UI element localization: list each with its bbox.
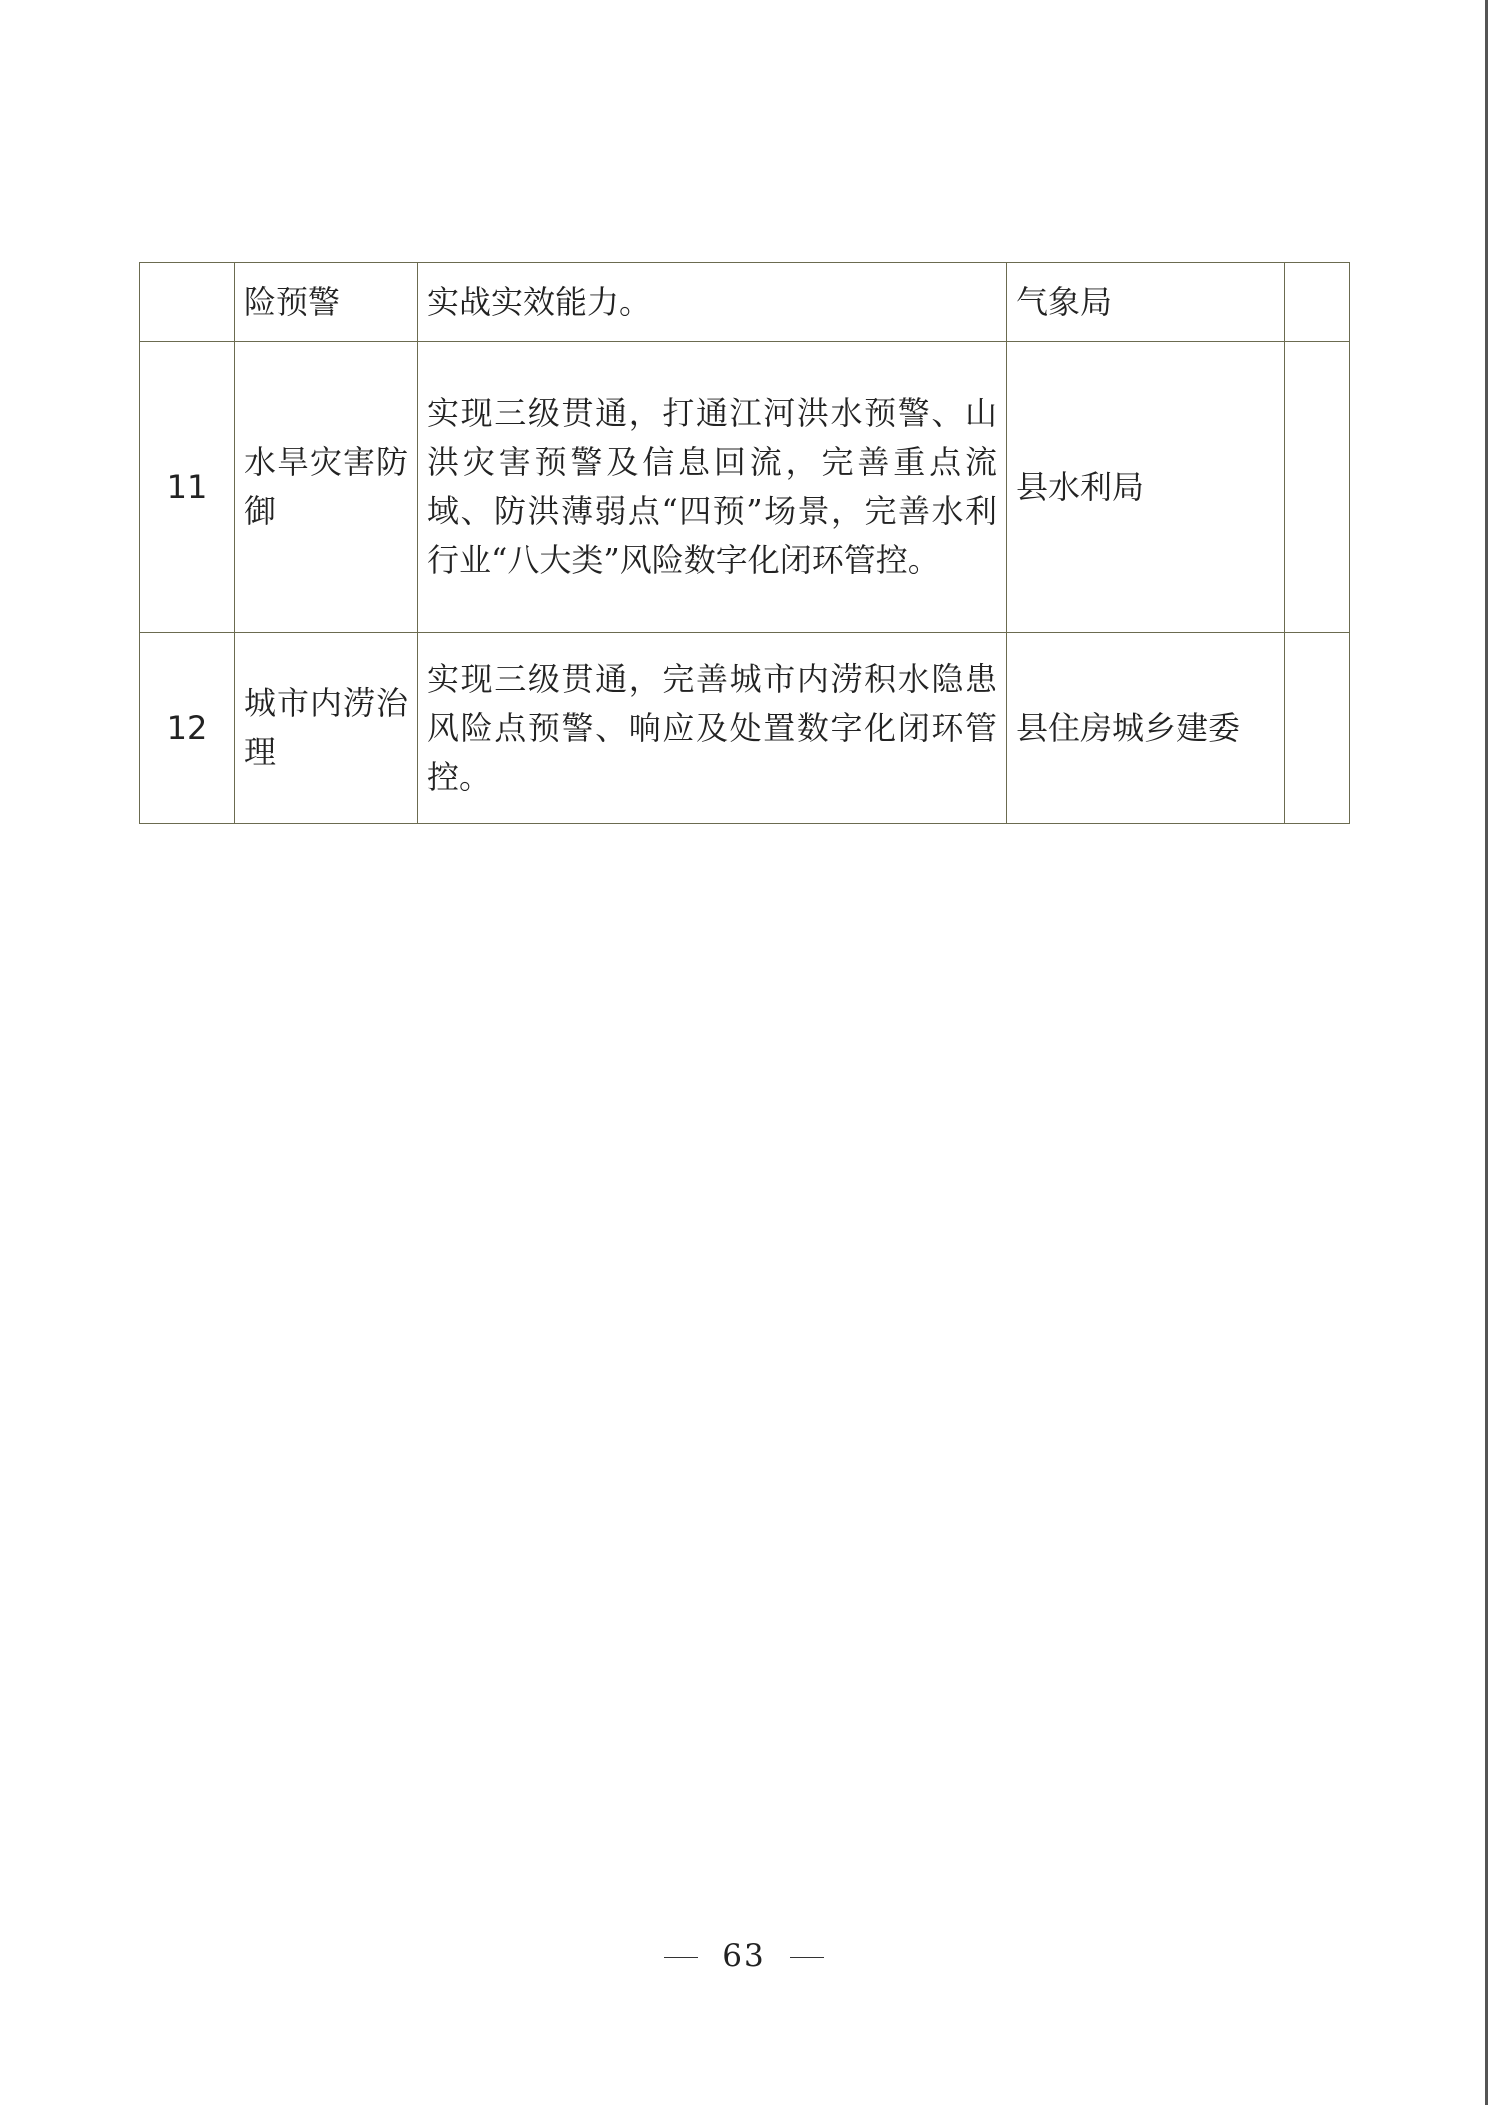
content-cell: 实现三级贯通，打通江河洪水预警、山洪灾害预警及信息回流，完善重点流域、防洪薄弱点“四预”场景，完善水利行业“八大类”风险数字化闭环管控。	[418, 342, 1007, 633]
table-row	[140, 263, 1350, 342]
department-cell: 县水利局	[1007, 342, 1285, 633]
row-number-cell	[140, 263, 235, 342]
row-number-cell: 11	[140, 342, 235, 633]
content-cell: 实战实效能力。	[418, 263, 1007, 342]
note-cell	[1285, 633, 1350, 824]
item-name-cell: 城市内涝治理	[235, 633, 418, 824]
content-cell: 实现三级贯通，完善城市内涝积水隐患风险点预警、响应及处置数字化闭环管控。	[418, 633, 1007, 824]
item-name-cell: 险预警	[235, 263, 418, 342]
dash-left	[664, 1957, 698, 1958]
note-cell	[1285, 263, 1350, 342]
page-number	[0, 1938, 1488, 1974]
dash-right	[790, 1957, 824, 1958]
table-row	[140, 633, 1350, 824]
note-cell	[1285, 342, 1350, 633]
department-cell: 气象局	[1007, 263, 1285, 342]
item-name-cell: 水旱灾害防御	[235, 342, 418, 633]
department-cell: 县住房城乡建委	[1007, 633, 1285, 824]
table-row	[140, 342, 1350, 633]
row-number-cell: 12	[140, 633, 235, 824]
page-number-value: 63	[722, 1938, 766, 1974]
document-table	[139, 262, 1350, 824]
